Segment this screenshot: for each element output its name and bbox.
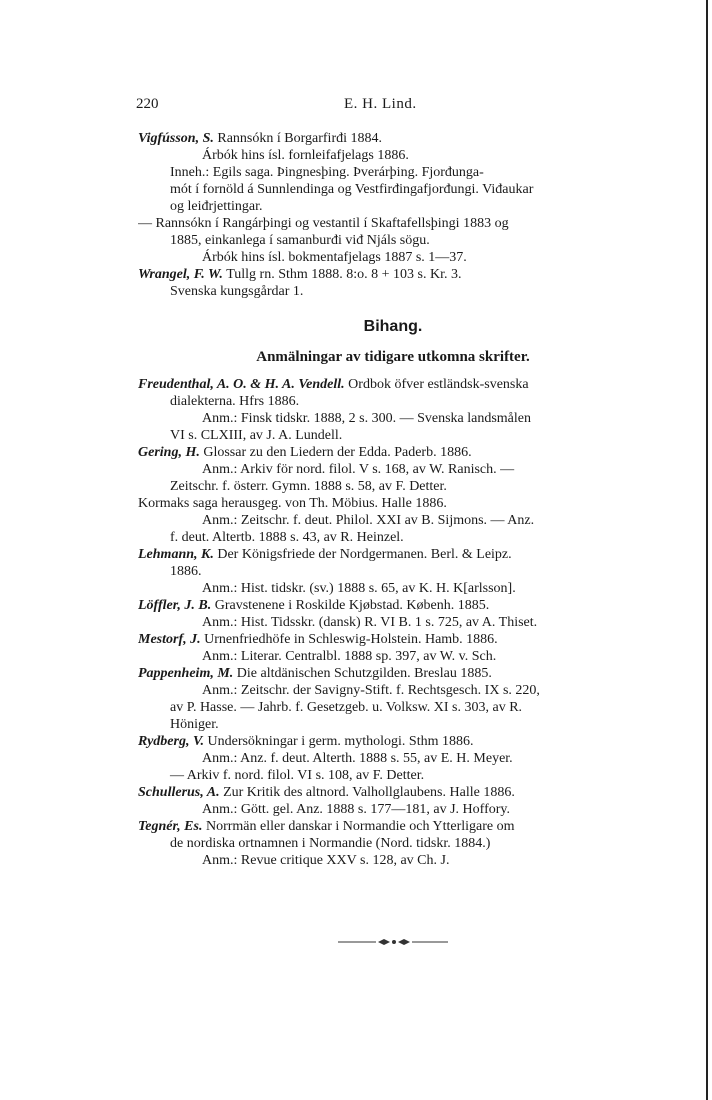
entry-line: [138, 283, 648, 300]
author-name: Gering, H.: [138, 445, 200, 460]
page-number: 220: [136, 96, 159, 112]
entry-text: 1885, einkanlega í samanburđi viđ Njáls sögu.: [170, 233, 430, 248]
entry-line: [138, 147, 648, 164]
entry-text: Undersökningar i germ. mythologi. Sthm 1886.: [207, 734, 474, 749]
entry-text: Der Königsfriede der Nordgermanen. Berl. & Leipz.: [217, 547, 512, 562]
entry-line: [138, 818, 648, 835]
entry-text: Anm.: Zeitschr. f. deut. Philol. XXI av B. Sijmons. — Anz.: [202, 513, 535, 528]
bibliography-entry: [138, 597, 648, 631]
bibliography-list-main: [138, 130, 648, 300]
entry-line: [138, 767, 648, 784]
entry-line: [138, 835, 648, 852]
entry-line: [138, 249, 648, 266]
entry-text: Árbók hins ísl. bokmentafjelags 1887 s. 1—37.: [202, 250, 467, 265]
entry-text: Rannsókn í Borgarfirđi 1884.: [217, 131, 382, 146]
entry-text: Kormaks saga herausgeg. von Th. Möbius. Halle 1886.: [138, 496, 447, 511]
bibliography-entry: [138, 376, 648, 444]
entry-text: Glossar zu den Liedern der Edda. Paderb. 1886.: [203, 445, 472, 460]
entry-text: Ordbok öfver estländsk-svenska: [348, 377, 529, 392]
entry-line: [138, 164, 648, 181]
entry-text: Anm.: Arkiv för nord. filol. V s. 168, av W. Ranisch. —: [202, 462, 515, 477]
entry-text: Anm.: Zeitschr. der Savigny-Stift. f. Rechtsgesch. IX s. 220,: [202, 683, 540, 698]
entry-line: [138, 563, 648, 580]
entry-text: Anm.: Hist. Tidsskr. (dansk) R. VI B. 1 s. 725, av A. Thiset.: [202, 615, 538, 630]
author-name: Pappenheim, M.: [138, 666, 234, 681]
entry-line: [138, 580, 648, 597]
entry-text: Anm.: Revue critique XXV s. 128, av Ch. J.: [202, 853, 450, 868]
entry-text: Anm.: Gött. gel. Anz. 1888 s. 177—181, av J. Hoffory.: [202, 802, 510, 817]
section-title: Bihang.: [363, 318, 423, 335]
entry-text: Anm.: Literar. Centralbl. 1888 sp. 397, av W. v. Sch.: [202, 649, 497, 664]
bibliography-entry: [138, 495, 648, 546]
running-head: E. H. Lind.: [344, 96, 417, 112]
bibliography-entry: [138, 784, 648, 818]
entry-line: [138, 631, 648, 648]
entry-line: [138, 478, 648, 495]
page-edge-line: [706, 0, 708, 1100]
entry-line: [138, 444, 648, 461]
entry-line: [138, 699, 648, 716]
bibliography-entry: [138, 733, 648, 784]
end-ornament: [338, 938, 448, 946]
entry-line: [138, 512, 648, 529]
bibliography-entry: [138, 130, 648, 215]
entry-text: av P. Hasse. — Jahrb. f. Gesetzgeb. u. Volksw. XI s. 303, av R.: [170, 700, 523, 715]
entry-text: VI s. CLXIII, av J. A. Lundell.: [170, 428, 343, 443]
entry-line: [138, 266, 648, 283]
entry-text: Svenska kungsgårdar 1.: [170, 284, 304, 299]
entry-line: [138, 665, 648, 682]
entry-line: [138, 597, 648, 614]
entry-line: [138, 393, 648, 410]
author-name: Wrangel, F. W.: [138, 267, 223, 282]
author-name: Tegnér, Es.: [138, 819, 203, 834]
entry-line: [138, 546, 648, 563]
entry-line: [138, 410, 648, 427]
subsection-title: Anmälningar av tidigare utkomna skrifter.: [256, 349, 530, 365]
bibliography-entry: [138, 665, 648, 733]
entry-line: [138, 495, 648, 512]
entry-text: — Rannsókn í Rangárþingi og vestantil í Skaftafellsþingi 1883 og: [138, 216, 509, 231]
entry-line: [138, 733, 648, 750]
entry-text: f. deut. Altertb. 1888 s. 43, av R. Heinzel.: [170, 530, 404, 545]
entry-line: [138, 750, 648, 767]
page-body: [138, 130, 648, 869]
entry-line: [138, 427, 648, 444]
bibliography-list-appendix: [138, 376, 648, 869]
bibliography-entry: [138, 818, 648, 869]
entry-text: Inneh.: Egils saga. Þingnesþing. Þverárþing. Fjorđunga-: [170, 165, 484, 180]
page-header: [132, 96, 642, 118]
entry-text: Tullg rn. Sthm 1888. 8:o. 8 + 103 s. Kr. 3.: [226, 267, 462, 282]
entry-line: [138, 130, 648, 147]
entry-line: [138, 852, 648, 869]
bibliography-entry: [138, 266, 648, 300]
entry-line: [138, 682, 648, 699]
author-name: Löffler, J. B.: [138, 598, 212, 613]
entry-text: Urnenfriedhöfe in Schleswig-Holstein. Hamb. 1886.: [204, 632, 498, 647]
entry-text: Gravstenene i Roskilde Kjøbstad. Københ. 1885.: [214, 598, 490, 613]
entry-line: [138, 181, 648, 198]
entry-line: [138, 614, 648, 631]
author-name: Rydberg, V.: [138, 734, 204, 749]
entry-line: [138, 215, 648, 232]
bibliography-entry: [138, 631, 648, 665]
entry-text: Anm.: Anz. f. deut. Alterth. 1888 s. 55, av E. H. Meyer.: [202, 751, 513, 766]
author-name: Lehmann, K.: [138, 547, 214, 562]
entry-text: Höniger.: [170, 717, 219, 732]
entry-text: Die altdänischen Schutzgilden. Breslau 1885.: [236, 666, 492, 681]
entry-text: Árbók hins ísl. fornleifafjelags 1886.: [202, 148, 409, 163]
entry-text: og leiđrjettingar.: [170, 199, 263, 214]
entry-line: [138, 529, 648, 546]
author-name: Vigfússon, S.: [138, 131, 214, 146]
entry-line: [138, 716, 648, 733]
bibliography-entry: [138, 444, 648, 495]
entry-line: [138, 232, 648, 249]
entry-text: de nordiska ortnamnen i Normandie (Nord. tidskr. 1884.): [170, 836, 491, 851]
entry-text: Zeitschr. f. österr. Gymn. 1888 s. 58, av F. Detter.: [170, 479, 447, 494]
entry-text: Zur Kritik des altnord. Valhollglaubens. Halle 1886.: [223, 785, 515, 800]
author-name: Schullerus, A.: [138, 785, 220, 800]
entry-line: [138, 784, 648, 801]
entry-line: [138, 376, 648, 393]
entry-line: [138, 198, 648, 215]
entry-text: dialekterna. Hfrs 1886.: [170, 394, 300, 409]
entry-text: Anm.: Hist. tidskr. (sv.) 1888 s. 65, av K. H. K[arlsson].: [202, 581, 516, 596]
author-name: Freudenthal, A. O. & H. A. Vendell.: [138, 377, 345, 392]
entry-text: Norrmän eller danskar i Normandie och Ytterligare om: [205, 819, 515, 834]
bibliography-entry: [138, 546, 648, 597]
entry-text: 1886.: [170, 564, 202, 579]
bibliography-entry: [138, 215, 648, 266]
entry-text: — Arkiv f. nord. filol. VI s. 108, av F. Detter.: [170, 768, 425, 783]
entry-line: [138, 648, 648, 665]
entry-line: [138, 801, 648, 818]
author-name: Mestorf, J.: [138, 632, 201, 647]
entry-line: [138, 461, 648, 478]
entry-text: mót í fornöld á Sunnlendinga og Vestfirđingafjorđungi. Viđaukar: [170, 182, 534, 197]
entry-text: Anm.: Finsk tidskr. 1888, 2 s. 300. — Svenska landsmålen: [202, 411, 531, 426]
